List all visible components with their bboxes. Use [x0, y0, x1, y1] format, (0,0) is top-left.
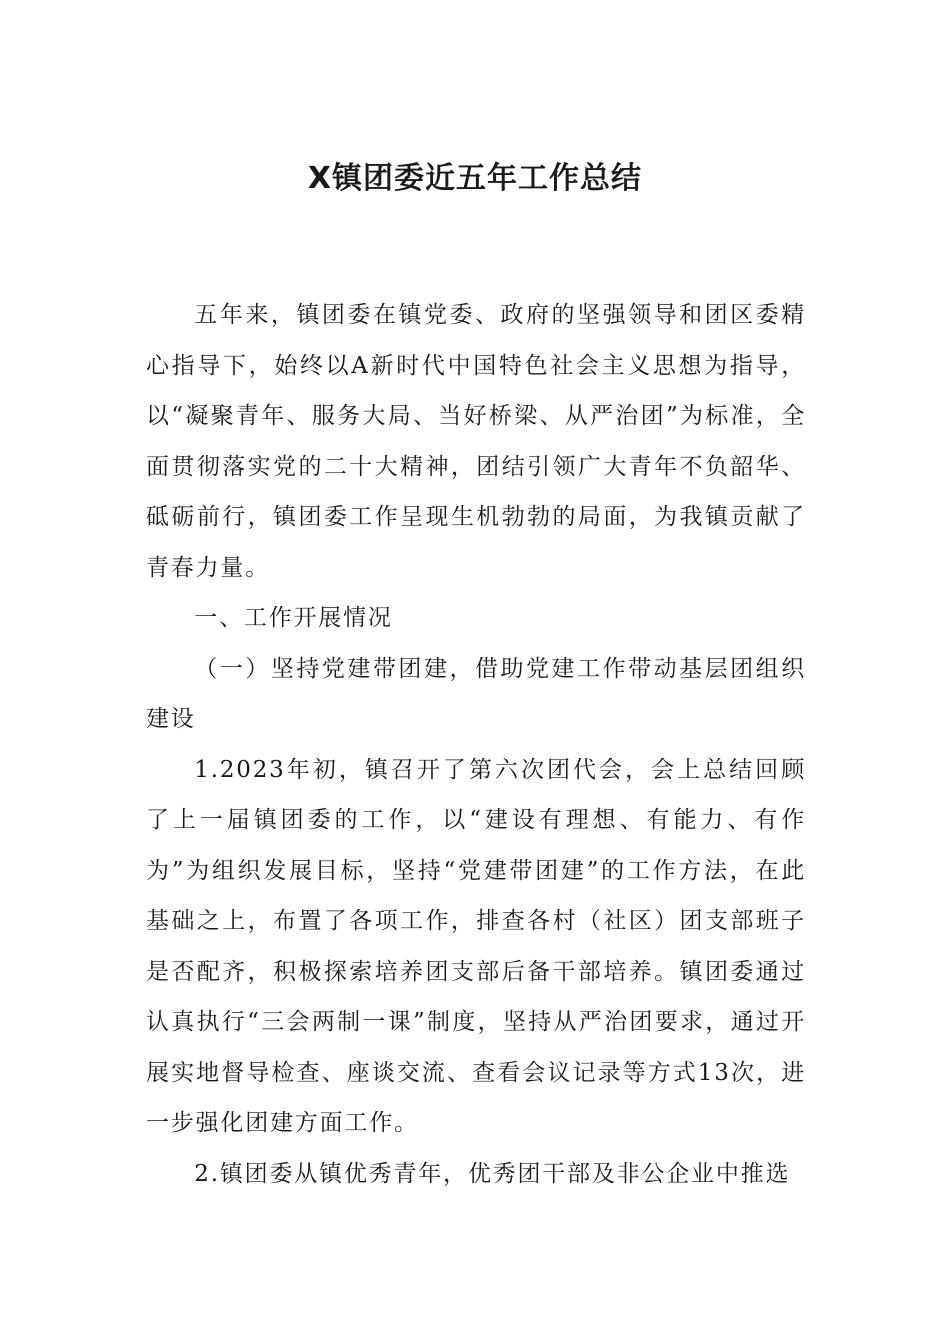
item-paragraph-1: 1.2023年初，镇召开了第六次团代会，会上总结回顾了上一届镇团委的工作，以“建设有理想、有能力、有作为”为组织发展目标，坚持“党建带团建”的工作方法，在此基础之上，布置了各项工作，排查各村（社区）团支部班子是否配齐，积极探索培养团支部后备干部培养。镇团委通过认真执行“三会两制一课”制度，坚持从严治团要求，通过开展实地督导检查、座谈交流、查看会议记录等方式13次，进一步强化团建方面工作。 — [146, 756, 806, 1136]
item-paragraph-2: 2.镇团委从镇优秀青年，优秀团干部及非公企业中推选 — [194, 1160, 791, 1187]
intro-paragraph: 五年来，镇团委在镇党委、政府的坚强领导和团区委精心指导下，始终以A新时代中国特色社会主义思想为指导，以“凝聚青年、服务大局、当好桥梁、从严治团”为标准，全面贯彻落实党的二十大精神，团结引领广大青年不负韶华、砥砺前行，镇团委工作呈现生机勃勃的局面，为我镇贡献了青春力量。 — [146, 302, 806, 581]
section-heading: 一、工作开展情况 — [194, 605, 393, 631]
document-body — [146, 290, 806, 1199]
document-title: X镇团委近五年工作总结 — [307, 161, 643, 196]
subsection-heading: （一）坚持党建带团建，借助党建工作带动基层团组织建设 — [146, 655, 806, 732]
